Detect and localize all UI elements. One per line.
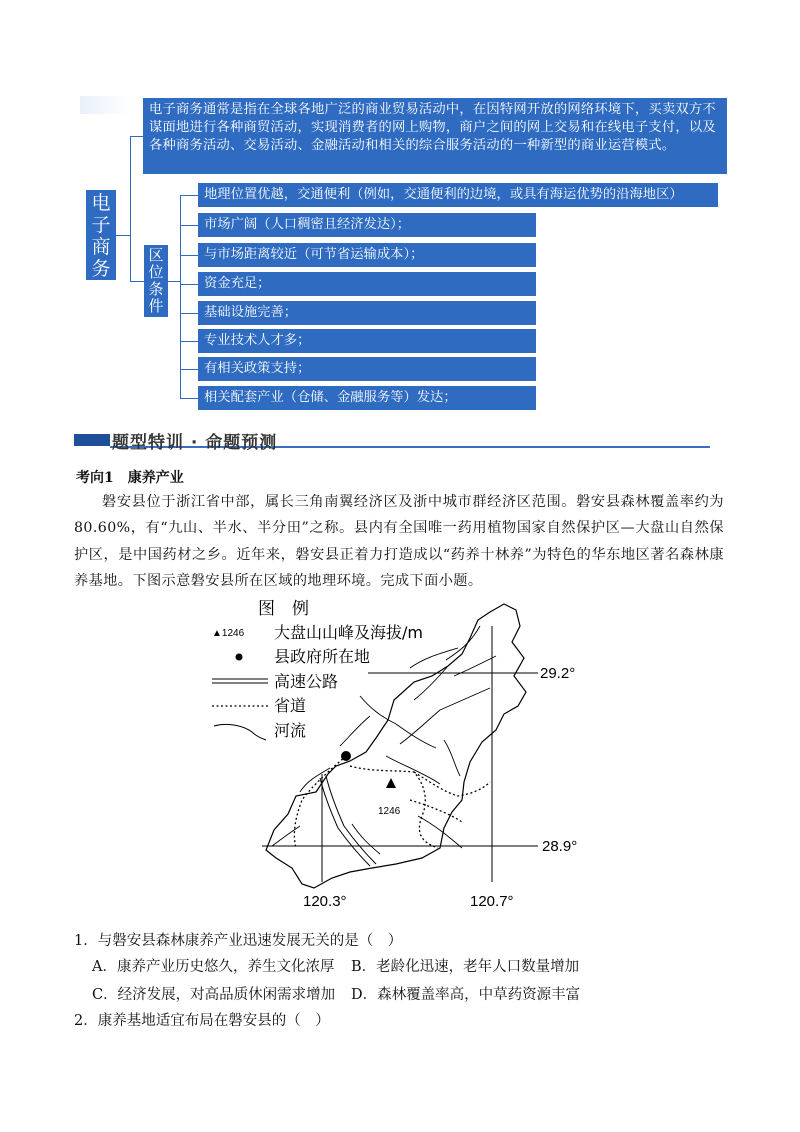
ecommerce-definition-box: 电子商务通常是指在全球各地广泛的商业贸易活动中，在因特网开放的网络环境下，买卖双方不谋面地进行各种商贸活动，实现消费者的网上购物，商户之间的网上交易和在线电子支付，以及各种商务活动、交易活动、金融活动和相关的综合服务活动的一种新型的商业运营模式。 (143, 98, 727, 174)
lon-west-label: 120.3° (303, 893, 347, 910)
connector-cond-0 (180, 195, 198, 196)
connector-cond-7 (180, 398, 198, 399)
question-1-option-b: B．老龄化迅速，老年人口数量增加 (351, 959, 580, 975)
map-figure (200, 596, 600, 914)
location-conditions-label-box: 区位条件 (144, 245, 168, 317)
connector-cond-4 (180, 313, 198, 314)
question-2-stem: 2．康养基地适宜布局在磐安县的（ ） (74, 1013, 330, 1029)
connector-ec-def (116, 235, 130, 236)
condition-item: 地理位置优越，交通便利（例如，交通便利的边境，或具有海运优势的沿海地区） (198, 183, 718, 207)
lon-east-label: 120.7° (470, 893, 514, 910)
banner-bar (74, 434, 110, 446)
connector-cond-1 (180, 225, 198, 226)
connector-cond-6 (180, 369, 198, 370)
condition-item: 资金充足； (198, 272, 536, 296)
lat-north-label: 29.2° (540, 665, 576, 682)
question-1-option-c: C．经济发展，对高品质休闲需求增加 (92, 987, 336, 1003)
county-seat-marker (341, 751, 351, 761)
connector-to-location (130, 281, 144, 282)
legend-county-seat-label: 县政府所在地 (274, 647, 371, 666)
legend-peak-label: 大盘山山峰及海拔/m (274, 623, 423, 642)
section-heading: 考向1 康养产业 (76, 470, 184, 486)
question-1-stem: 1．与磐安县森林康养产业迅速发展无关的是（ ） (74, 933, 403, 949)
connector-cond-5 (180, 341, 198, 342)
condition-item: 市场广阔（人口稠密且经济发达）； (198, 213, 536, 237)
question-1-option-d: D．森林覆盖率高，中草药资源丰富 (351, 987, 581, 1003)
condition-item: 与市场距离较近（可节省运输成本）； (198, 243, 536, 267)
legend-title: 图 例 (258, 599, 309, 619)
ecommerce-label-box: 电子商务 (86, 190, 116, 280)
peak-marker (386, 778, 396, 788)
question-1-option-a: A．康养产业历史悠久，养生文化浓厚 (92, 959, 335, 975)
legend-road-label: 省道 (274, 696, 307, 715)
lat-south-label: 28.9° (542, 838, 578, 855)
condition-item: 专业技术人才多； (198, 329, 536, 353)
map-legend (212, 599, 423, 740)
legend-river-line (214, 724, 266, 740)
legend-dot-icon (236, 654, 243, 661)
section-banner (74, 428, 714, 453)
condition-item: 基础设施完善； (198, 301, 536, 325)
expressway (320, 776, 376, 866)
banner-title: 题型特训 · 命题预测 (112, 433, 278, 453)
connector-cond-2 (180, 255, 198, 256)
decorative-band (80, 96, 132, 114)
legend-expressway-label: 高速公路 (274, 672, 339, 691)
peak-elevation-label: 1246 (378, 806, 401, 817)
condition-item: 有相关政策支持； (198, 357, 536, 381)
connector-loc-cond (168, 281, 180, 282)
condition-item: 相关配套产业（仓储、金融服务等）发达； (198, 386, 536, 410)
legend-river-label: 河流 (274, 721, 307, 740)
legend-peak-code: ▲1246 (212, 628, 245, 639)
connector-to-definition (130, 136, 143, 137)
connector-vertical-main (130, 136, 131, 282)
section-passage: 磐安县位于浙江省中部，属长三角南翼经济区及浙中城市群经济区范围。磐安县森林覆盖率约为80.60%，有“九山、半水、半分田”之称。县内有全国唯一药用植物国家自然保护区—大盘山自然保护区，是中国药材之乡。近年来，磐安县正着力打造成以“药养十林养”为特色的华东地区著名森林康养基地。下图示意磐安县所在区域的地理环境。完成下面小题。 (74, 494, 724, 589)
connector-cond-3 (180, 284, 198, 285)
